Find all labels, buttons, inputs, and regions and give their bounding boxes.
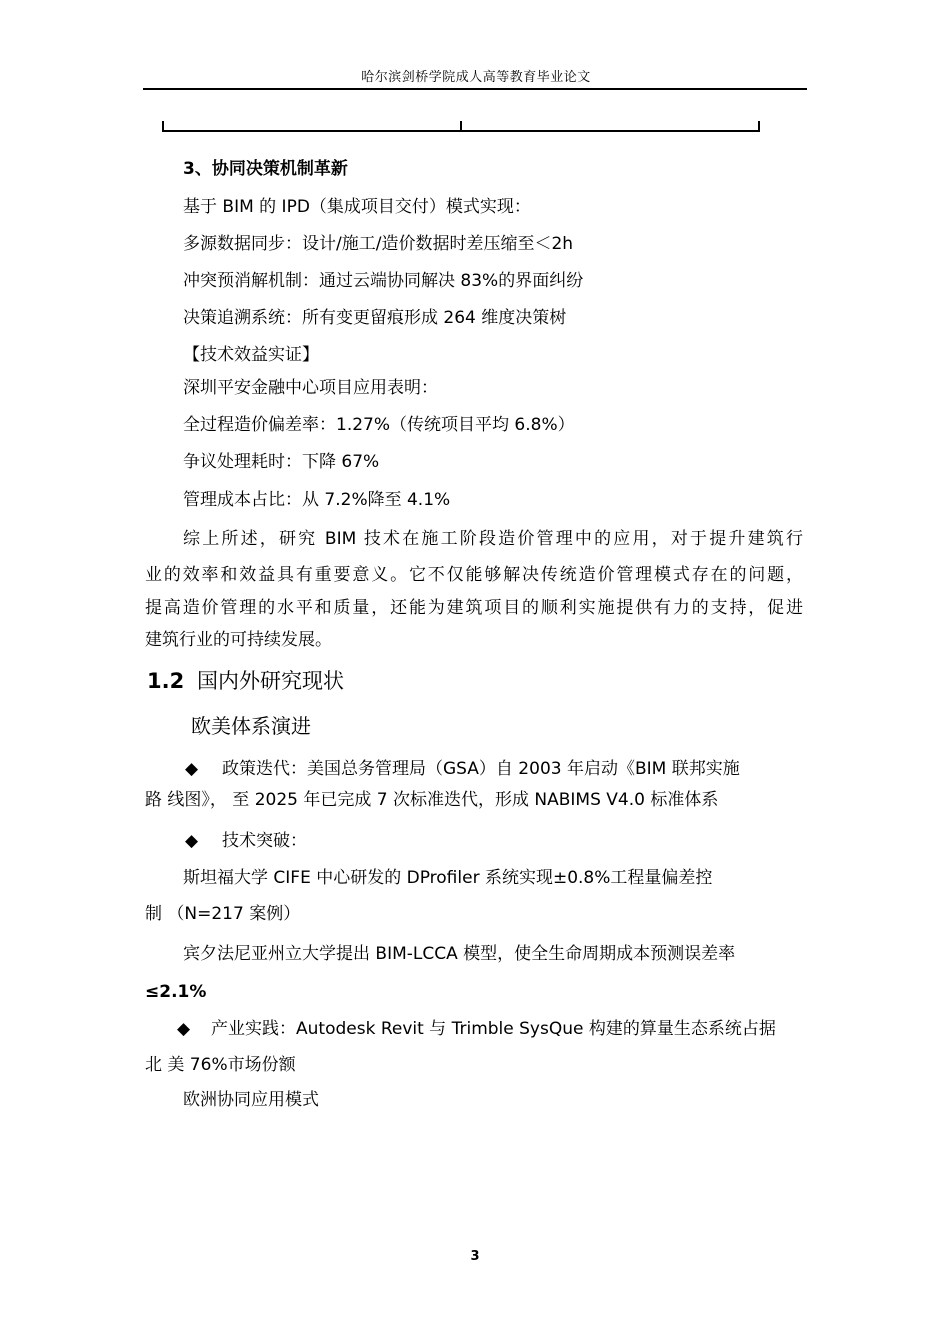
page-number: 3	[470, 1249, 480, 1264]
bullet-icon: ◆	[177, 1019, 191, 1039]
policy-line: 路 线图》， 至 2025 年已完成 7 次标准迭代，形成 NABIMS V4.0 标准体系	[145, 790, 719, 810]
header-rule	[143, 88, 807, 90]
summary-line: 综上所述，研究 BIM 技术在施工阶段造价管理中的应用，对于提升建筑行	[183, 529, 803, 549]
evidence-intro: 深圳平安金融中心项目应用表明：	[183, 378, 438, 398]
stanford-line: 制 （N=217 案例）	[145, 904, 301, 924]
list-item: 决策追溯系统：所有变更留痕形成 264 维度决策树	[183, 308, 567, 328]
list-item: 管理成本占比：从 7.2%降至 4.1%	[183, 490, 451, 510]
industry-line: 北 美 76%市场份额	[145, 1055, 296, 1075]
penn-line: 宾夕法尼亚州立大学提出 BIM-LCCA 模型，使全生命周期成本预测误差率	[183, 944, 736, 964]
evidence-title: 【技术效益实证】	[183, 345, 319, 365]
summary-line: 建筑行业的可持续发展。	[145, 630, 332, 650]
penn-line: ≤2.1%	[145, 982, 207, 1002]
subsection-title: 欧美体系演进	[191, 714, 311, 738]
stanford-line: 斯坦福大学 CIFE 中心研发的 DProfiler 系统实现±0.8%工程量偏差控	[183, 868, 713, 888]
table-bottom-border	[162, 121, 760, 132]
summary-line: 提高造价管理的水平和质量，还能为建筑项目的顺利实施提供有力的支持，促进	[145, 598, 803, 618]
section-heading: 3、协同决策机制革新	[183, 159, 348, 179]
ipd-intro: 基于 BIM 的 IPD（集成项目交付）模式实现：	[183, 197, 531, 217]
summary-line: 业的效率和效益具有重要意义。它不仅能够解决传统造价管理模式存在的问题，	[145, 565, 803, 585]
page-header: 哈尔滨剑桥学院成人高等教育毕业论文	[361, 70, 591, 85]
list-item: 冲突预消解机制：通过云端协同解决 83%的界面纠纷	[183, 271, 584, 291]
section-title: 国内外研究现状	[197, 669, 344, 693]
bullet-icon: ◆	[185, 831, 199, 851]
list-item: 全过程造价偏差率：1.27%（传统项目平均 6.8%）	[183, 415, 575, 435]
industry-line: 产业实践：Autodesk Revit 与 Trimble SysQue 构建的算量生态系统占据	[211, 1019, 776, 1039]
section-number: 1.2	[147, 669, 185, 693]
list-item: 争议处理耗时：下降 67%	[183, 452, 380, 472]
europe-heading: 欧洲协同应用模式	[183, 1090, 319, 1110]
policy-line: 政策迭代：美国总务管理局（GSA）自 2003 年启动《BIM 联邦实施	[222, 759, 740, 779]
list-item: 多源数据同步：设计/施工/造价数据时差压缩至＜2h	[183, 234, 574, 254]
tech-title: 技术突破：	[222, 831, 307, 851]
bullet-icon: ◆	[185, 759, 199, 779]
